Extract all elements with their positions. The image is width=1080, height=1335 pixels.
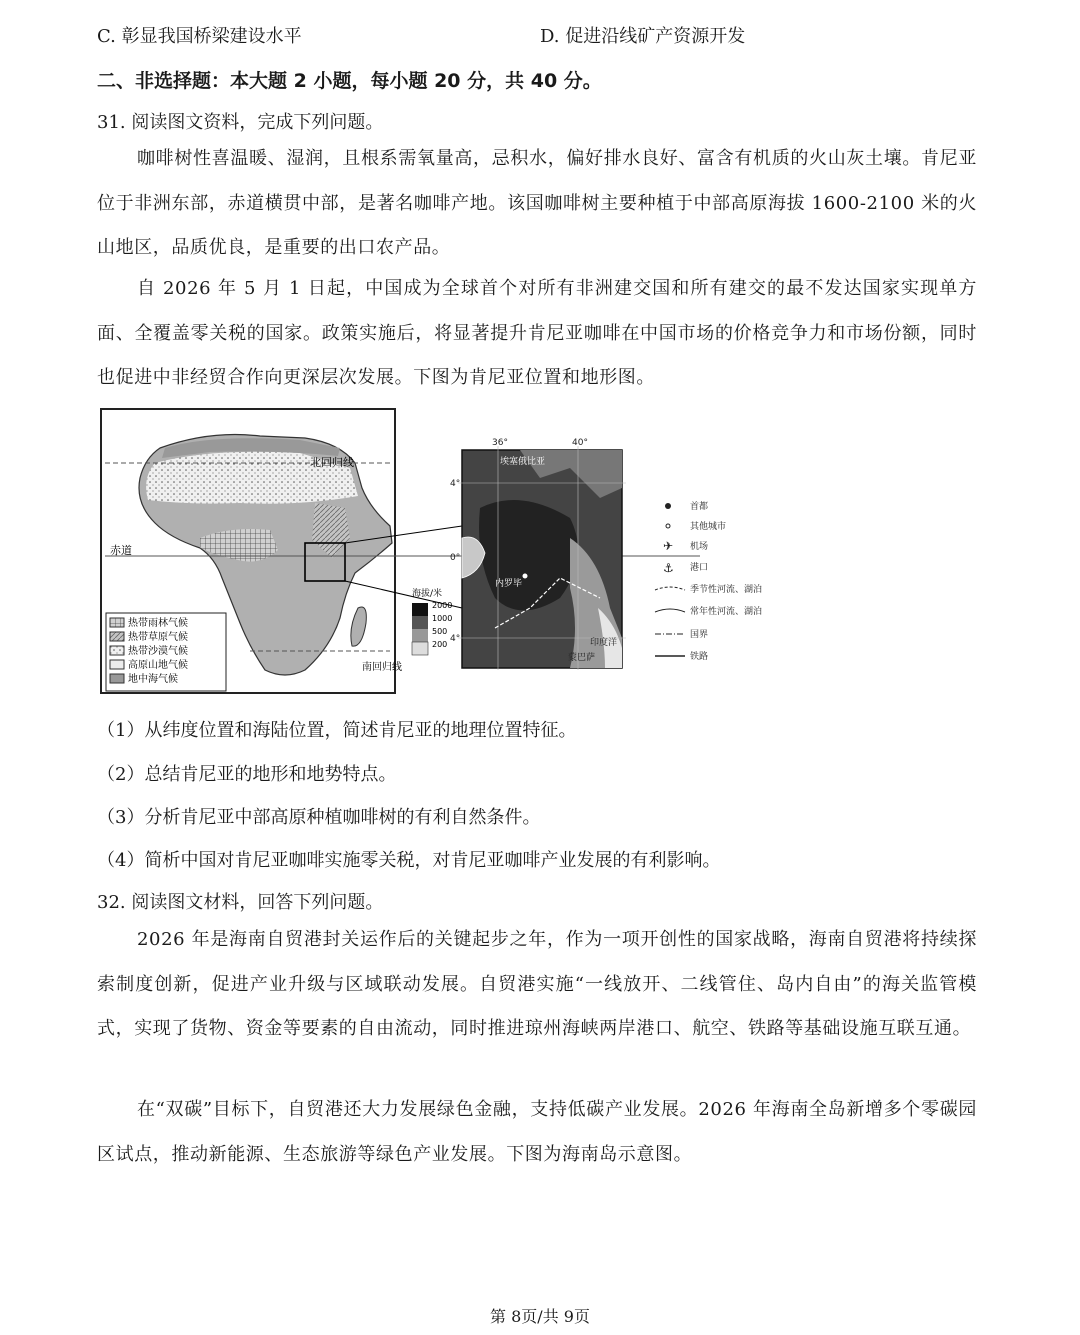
elev-tick-500: 500 [432,627,448,636]
elev-tick-2000: 2000 [432,601,453,610]
q32-paragraph-1: 2026 年是海南自贸港封关运作后的关键起步之年，作为一项开创性的国家战略，海南自贸港将持续探索制度创新，促进产业升级与区域联动发展。自贸港实施“一线放开、二线管住、岛内自由”的海关监管模式，实现了货物、资金等要素的自由流动，同时推进琼州海峡两岸港口、航空、铁路等基础设施互联互通。 [97,929,977,1039]
elev-tick-1000: 1000 [432,614,453,623]
q31-question-1: （1）从纬度位置和海陆位置，简述肯尼亚的地理位置特征。 [97,720,577,741]
q31-question-4: （4）简析中国对肯尼亚咖啡实施零关税，对肯尼亚咖啡产业发展的有利影响。 [97,850,721,871]
q31-paragraph-1: 咖啡树性喜温暖、湿润，且根系需氧量高，忌积水，偏好排水良好、富含有机质的火山灰土壤。肯尼亚位于非洲东部，赤道横贯中部，是著名咖啡产地。该国咖啡树主要种植于中部高原海拔 1600-2100 米的火山地区，品质优良，是重要的出口农产品。 [97,148,977,258]
region-top-label: 埃塞俄比亚 [500,457,546,467]
lat-4s-label: 4° [450,634,461,644]
legend-highland: 高原山地气候 [128,660,188,671]
nairobi-label: 内罗毕 [495,579,523,589]
legend-city: 其他城市 [690,522,727,532]
svg-text:⚓: ⚓ [663,561,674,575]
q32-paragraph-2: 在“双碳”目标下，自贸港还大力发展绿色金融，支持低碳产业发展。2026 年海南全岛新增多个零碳园区试点，推动新能源、生态旅游等绿色产业发展。下图为海南岛示意图。 [97,1099,977,1165]
section-heading: 二、非选择题：本大题 2 小题，每小题 20 分，共 40 分。 [97,70,602,92]
equator-label: 赤道 [110,544,132,557]
legend-border: 国界 [690,630,709,640]
ocean-label: 印度洋 [590,638,618,648]
kenya-map-figure [100,408,790,698]
elevation-title: 海拔/米 [412,589,443,599]
q32-stem: 32. 阅读图文材料，回答下列问题。 [97,892,384,913]
legend-desert: 热带沙漠气候 [128,646,188,657]
page-footer: 第 8页/共 9页 [490,1307,590,1326]
q31-paragraph-2: 自 2026 年 5 月 1 日起，中国成为全球首个对所有非洲建交国和所有建交的最不发达国家实现单方面、全覆盖零关税的国家。政策实施后，将显著提升肯尼亚咖啡在中国市场的价格竞争力和市场份额，同时也促进中非经贸合作向更深层次发展。下图为肯尼亚位置和地形图。 [97,278,977,388]
mombasa-label: 蒙巴萨 [568,653,596,663]
legend-savanna: 热带草原气候 [128,632,188,643]
legend-port: 港口 [690,563,709,573]
lon-36-label: 36° [492,438,508,448]
legend-airport: 机场 [690,542,709,552]
option-c: C. 彰显我国桥梁建设水平 [97,26,302,47]
legend-perennial-river: 常年性河流、湖泊 [690,607,763,617]
svg-text:✈: ✈ [663,539,674,553]
lon-40-label: 40° [572,438,588,448]
q31-question-2: （2）总结肯尼亚的地形和地势特点。 [97,764,397,785]
tropic-north-label: 北回归线 [310,456,354,469]
legend-rainforest: 热带雨林气候 [128,618,188,629]
legend-seasonal-river: 季节性河流、湖泊 [690,585,763,595]
legend-railway: 铁路 [690,652,709,662]
tropic-south-label: 南回归线 [362,662,402,673]
legend-capital: 首都 [690,502,709,512]
legend-mediterranean: 地中海气候 [128,674,178,685]
q31-question-3: （3）分析肯尼亚中部高原种植咖啡树的有利自然条件。 [97,807,541,828]
capital-marker [523,574,528,579]
lat-0-label: 0° [450,553,461,563]
q31-stem: 31. 阅读图文资料，完成下列问题。 [97,112,384,133]
lat-4n-label: 4° [450,479,461,489]
option-d: D. 促进沿线矿产资源开发 [540,26,746,47]
elev-tick-200: 200 [432,640,448,649]
